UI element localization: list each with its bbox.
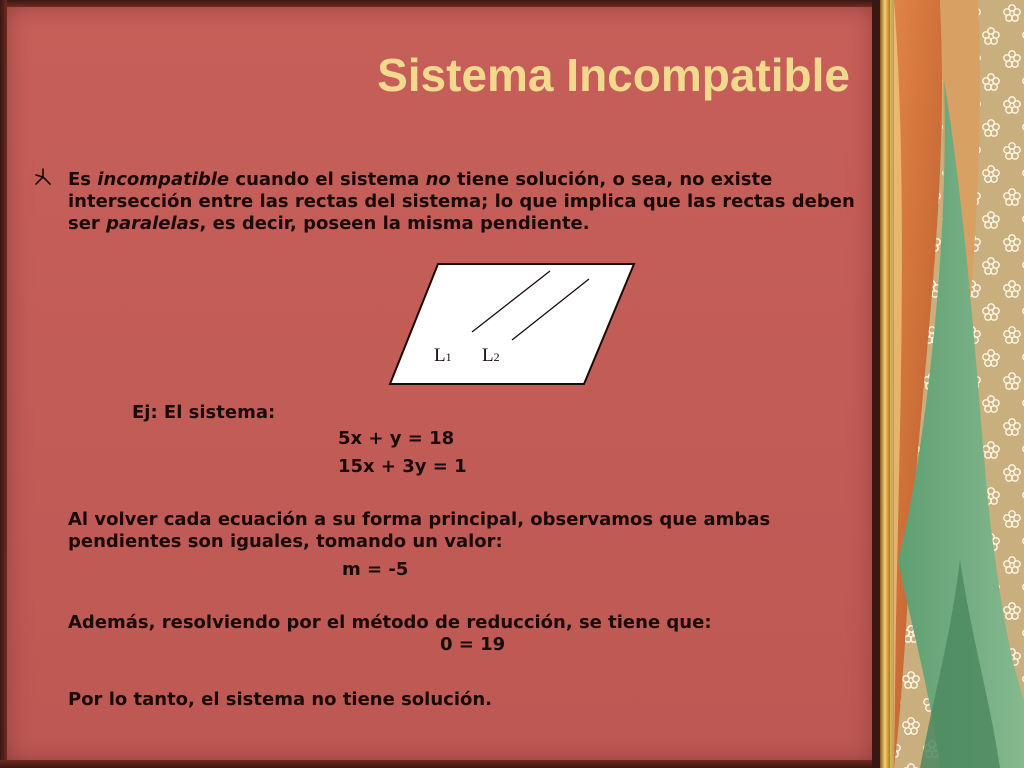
equation-1: 5x + y = 18 [338,428,455,449]
star-bullet-icon [32,166,54,188]
decorative-floral-strip [880,0,1024,768]
label-l1-subscript: 1 [445,350,452,364]
parallel-lines-diagram [388,262,636,386]
slope-value: m = -5 [342,559,409,580]
label-l2-subscript: 2 [493,350,500,364]
diagram-plane [390,264,634,384]
intro-text-part: cuando el sistema [229,169,426,190]
equation-2: 15x + 3y = 1 [338,456,467,477]
label-l2-letter: L [482,345,494,366]
intro-text-part: Es [68,169,98,190]
intro-text-part: tiene solución, o sea, no existe intersección entre las rectas del sistema; lo que implica que las rectas deben ser [68,169,855,234]
reduction-result: 0 = 19 [440,634,506,655]
frame-right-border [872,0,880,768]
intro-emphasis-incompatible: incompatible [97,169,230,190]
reduction-paragraph: Además, resolviendo por el método de reducción, se tiene que: [68,612,712,633]
frame-left-border [0,0,7,768]
conclusion-paragraph: Por lo tanto, el sistema no tiene solución. [68,689,493,710]
intro-emphasis-no: no [425,169,451,190]
slope-paragraph: Al volver cada ecuación a su forma principal, observamos que ambas pendientes son iguales, tomando un valor: [68,509,771,552]
label-l1-letter: L [434,345,446,366]
intro-text-part: , es decir, poseen la misma pendiente. [199,213,590,234]
frame-top-border [0,0,880,7]
example-label: Ej: El sistema: [132,402,276,423]
intro-paragraph [68,169,858,235]
frame-bottom-border [0,760,880,768]
intro-emphasis-paralelas: paralelas [106,213,200,234]
slide-title: Sistema Incompatible [377,49,850,101]
